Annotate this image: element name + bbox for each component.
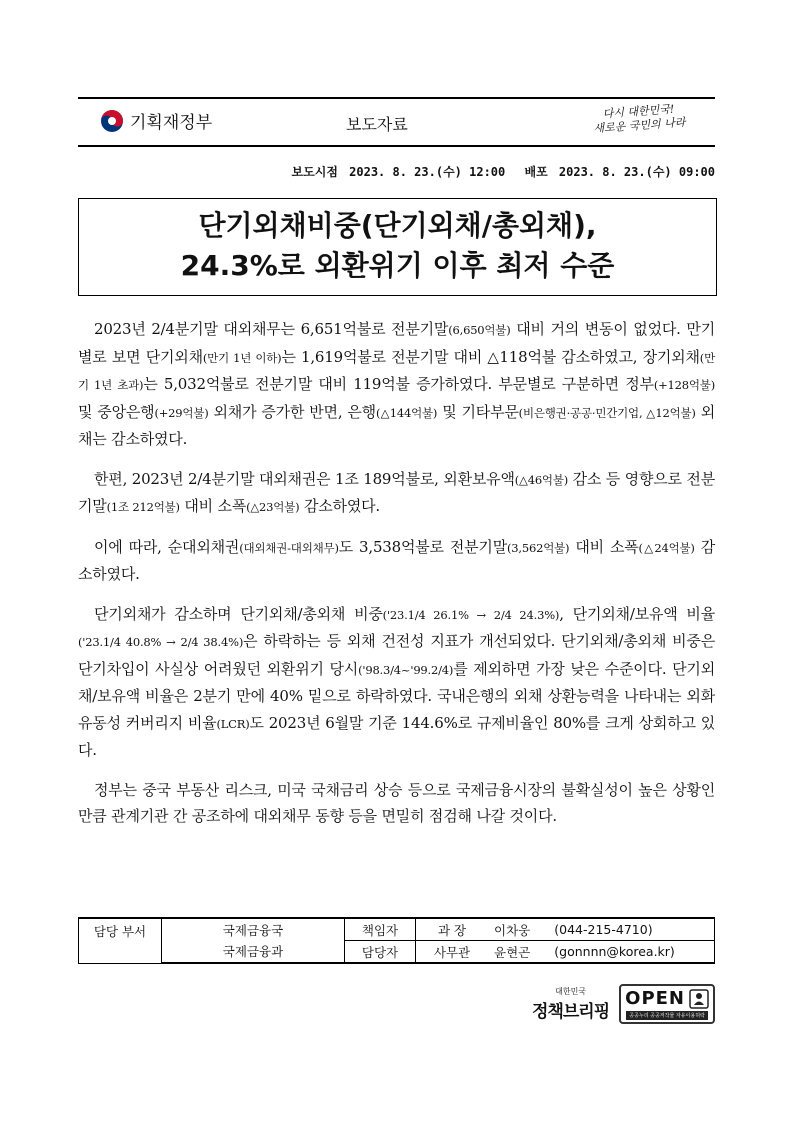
release-info (288, 163, 715, 180)
text: 는 1,619억불로 전분기말 대비 △118억불 감소하였고, 장기외채 (281, 347, 700, 366)
release-time: 2023. 8. 23.(수) 12:00 (349, 165, 506, 179)
paragraph-5: 정부는 중국 부동산 리스크, 미국 국채금리 상승 등으로 국제금융시장의 불확실성이 높은 상황인 만큼 관계기관 간 공조하에 대외채무 동향 등을 면밀히 점검해 나갈 것이다. (78, 780, 715, 825)
kogl-open-badge (619, 984, 715, 1024)
paragraph-2 (78, 466, 715, 521)
email-2[interactable]: (gonnnn@korea.kr) (548, 941, 714, 964)
note: ('98.3/4~'99.2/4) (358, 662, 454, 677)
contact-row (79, 941, 715, 964)
note: ('23.1/4 26.1% → 2/4 24.3%) (382, 607, 560, 622)
contact-row (79, 918, 715, 941)
text: 한편, 2023년 2/4분기말 대외채권은 1조 189억불로, 외환보유액 (94, 469, 515, 488)
ministry-logo (100, 108, 212, 133)
text: 도 2023년 6월말 기준 144.6%로 규제비율인 80%를 크게 상회하고 있다. (78, 713, 715, 759)
article-body (78, 316, 715, 843)
division: 국제금융과 (162, 941, 345, 964)
phone-1: (044-215-4710) (548, 918, 714, 941)
title-2: 사무관 (416, 941, 489, 964)
headline-line-2: 24.3%로 외환위기 이후 최저 수준 (180, 249, 615, 282)
footer-logos (532, 984, 715, 1024)
text: 대비 거의 변동이 없었다. 만기별로 보면 단기외채 (78, 320, 715, 366)
slogan (592, 102, 686, 136)
text: 외채는 감소하였다. (78, 402, 716, 448)
note: (+29억불) (154, 405, 209, 420)
note: (1조 212억불) (106, 500, 180, 514)
contact-table (78, 917, 715, 964)
title-1: 과 장 (416, 918, 489, 941)
text: 단기외채가 감소하며 단기외채/총외채 비중 (94, 604, 383, 623)
note: (비은행권·공공·민간기업, △12억불) (518, 405, 696, 420)
text: 2023년 2/4분기말 대외채무는 6,651억불로 전분기말 (94, 320, 449, 338)
paragraph-3 (78, 534, 715, 588)
slogan-line-2: 새로운 국민의 나라 (593, 115, 686, 136)
headline-line-1: 단기외채비중(단기외채/총외채), (198, 209, 597, 242)
note: (△46억불) (514, 472, 569, 487)
note: (3,562억불) (507, 540, 570, 555)
note: (LCR) (216, 716, 250, 731)
paragraph-4 (78, 601, 715, 764)
ministry-name: 기획재정부 (130, 113, 213, 133)
text: 대비 소폭 (569, 537, 639, 556)
headline-box (78, 198, 717, 296)
dept-label: 담당 부서 (79, 918, 162, 963)
role-1: 책임자 (345, 918, 416, 941)
slogan-line-1: 다시 대한민국! (602, 102, 675, 121)
open-word: OPEN (625, 988, 685, 1009)
distribution-label: 배포 (524, 165, 548, 179)
note: (만기 1년 초과) (78, 350, 715, 392)
release-label: 보도시점 (291, 165, 338, 179)
name-1: 이차웅 (488, 918, 548, 941)
note: (△23억불) (246, 500, 300, 514)
note: (△24억불) (638, 540, 695, 555)
text: 는 5,032억불로 전분기말 대비 119억불 증가하였다. 부문별로 구분하면 정부 (143, 375, 654, 393)
text: 도 3,538억불로 전분기말 (338, 537, 508, 556)
open-caption: 공공누리 공공저작물 자유이용허락 (626, 1011, 708, 1020)
open-top (625, 988, 709, 1009)
taegeuk-icon (100, 109, 124, 133)
paragraph-1 (78, 316, 715, 453)
note: (+128억불) (653, 378, 715, 392)
policy-briefing-logo (532, 986, 609, 1022)
text: 를 제외하면 가장 낮은 수준이다. 단기외채/보유액 비율은 2분기 만에 40% 밑으로 하락하였다. 국내은행의 외채 상환능력을 나타내는 외화유동성 커버리지 비율 (78, 659, 715, 732)
text: 대비 소폭 (179, 497, 247, 515)
briefing-big-text: 정책브리핑 (532, 1002, 610, 1022)
document-type: 보도자료 (346, 115, 408, 134)
note: ('23.1/4 40.8% → 2/4 38.4%) (78, 635, 244, 649)
text: 은 하락하는 등 외채 건전성 지표가 개선되었다. 단기외채/총외채 비중은 단기차입이 사실상 어려웠던 외환위기 당시 (78, 632, 715, 678)
note: (6,650억불) (448, 323, 511, 337)
text: 및 기타부문 (437, 402, 519, 421)
text: 이에 따라, 순대외채권 (94, 537, 240, 556)
text: 감소하였다. (299, 497, 380, 515)
text: , 단기외채/보유액 비율 (559, 604, 715, 623)
note: (만기 1년 이하) (202, 350, 282, 365)
note: (△144억불) (375, 405, 438, 420)
attribution-icon (689, 989, 709, 1009)
text: 및 중앙은행 (78, 402, 155, 421)
distribution-time: 2023. 8. 23.(수) 09:00 (558, 165, 715, 179)
press-header (78, 97, 715, 147)
note: (대외채권-대외채무) (239, 540, 339, 555)
role-2: 담당자 (345, 941, 416, 964)
name-2: 윤현곤 (488, 941, 548, 964)
briefing-small-text: 대한민국 (555, 987, 587, 996)
text: 감소하였다. (78, 537, 715, 583)
text: 감소 등 영향으로 전분기말 (78, 469, 715, 515)
text: 외채가 증가한 반면, 은행 (208, 402, 376, 421)
bureau: 국제금융국 (162, 918, 345, 941)
